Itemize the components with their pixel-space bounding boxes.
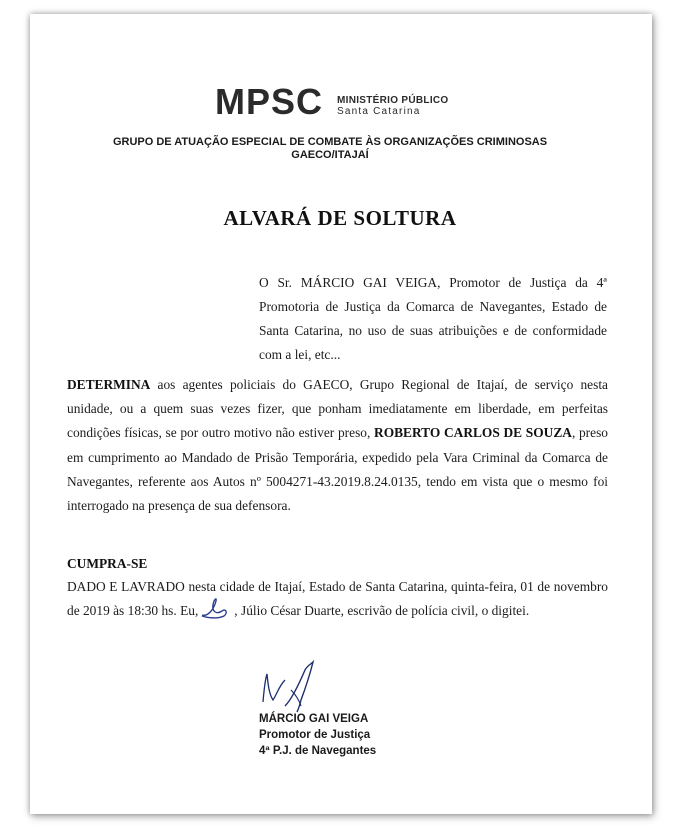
clerk-initial-signature — [198, 603, 234, 621]
body-paragraph — [67, 373, 608, 518]
signature-block — [259, 711, 376, 759]
cumpra-se-heading: CUMPRA-SE — [67, 556, 148, 571]
body-text-1: aos agentes policiais do GAECO, Grupo Regional de Itajaí, de serviço nesta unidade, ou a quem suas vezes fizer, que ponham imediatamente em liberdade, em perfeitas condições físicas, se por outro motivo não estiver preso, — [67, 377, 608, 441]
intro-paragraph: O Sr. MÁRCIO GAI VEIGA, Promotor de Justiça da 4ª Promotoria de Justiça da Comarca de Navegantes, Estado de Santa Catarina, no uso de suas atribuições e de conformidade com a lei, etc... — [259, 275, 607, 362]
logo-org-line2: Santa Catarina — [337, 106, 421, 117]
closing-paragraph — [67, 575, 608, 623]
determina-keyword: DETERMINA — [67, 377, 151, 392]
logo-org-name — [337, 96, 449, 117]
logo-mark: MPSC — [215, 81, 324, 122]
document-title: ALVARÁ DE SOLTURA — [223, 206, 457, 230]
document-header — [80, 136, 580, 162]
closing-text-1: DADO E LAVRADO nesta cidade de Itajaí, Estado de Santa Catarina, quinta-feira, 01 de novembro de 2019 às 18:30 hs. Eu, — [67, 579, 608, 619]
header-line2: GAECO/ITAJAÍ — [291, 149, 369, 161]
closing-text-2: , Júlio César Duarte, escrivão de polícia civil, o digitei. — [234, 603, 530, 619]
signatory-role: Promotor de Justiça — [259, 729, 371, 741]
released-person-name: ROBERTO CARLOS DE SOUZA — [374, 425, 572, 441]
header-line1: GRUPO DE ATUAÇÃO ESPECIAL DE COMBATE ÀS ORGANIZAÇÕES CRIMINOSAS — [112, 136, 548, 148]
signatory-office: 4ª P.J. de Navegantes — [259, 745, 377, 757]
signatory-name: MÁRCIO GAI VEIGA — [259, 713, 369, 725]
logo-org-line1: MINISTÉRIO PÚBLICO — [337, 95, 449, 106]
body-text-2: , preso em cumprimento ao Mandado de Prisão Temporária, expedido pela Vara Criminal da Comarca de Navegantes, referente aos Autos nº 5004271-43.2019.8.24.0135, tendo em vista que o mesmo foi interrogado na presença de sua defensora. — [67, 425, 608, 514]
mpsc-logo — [215, 81, 455, 122]
